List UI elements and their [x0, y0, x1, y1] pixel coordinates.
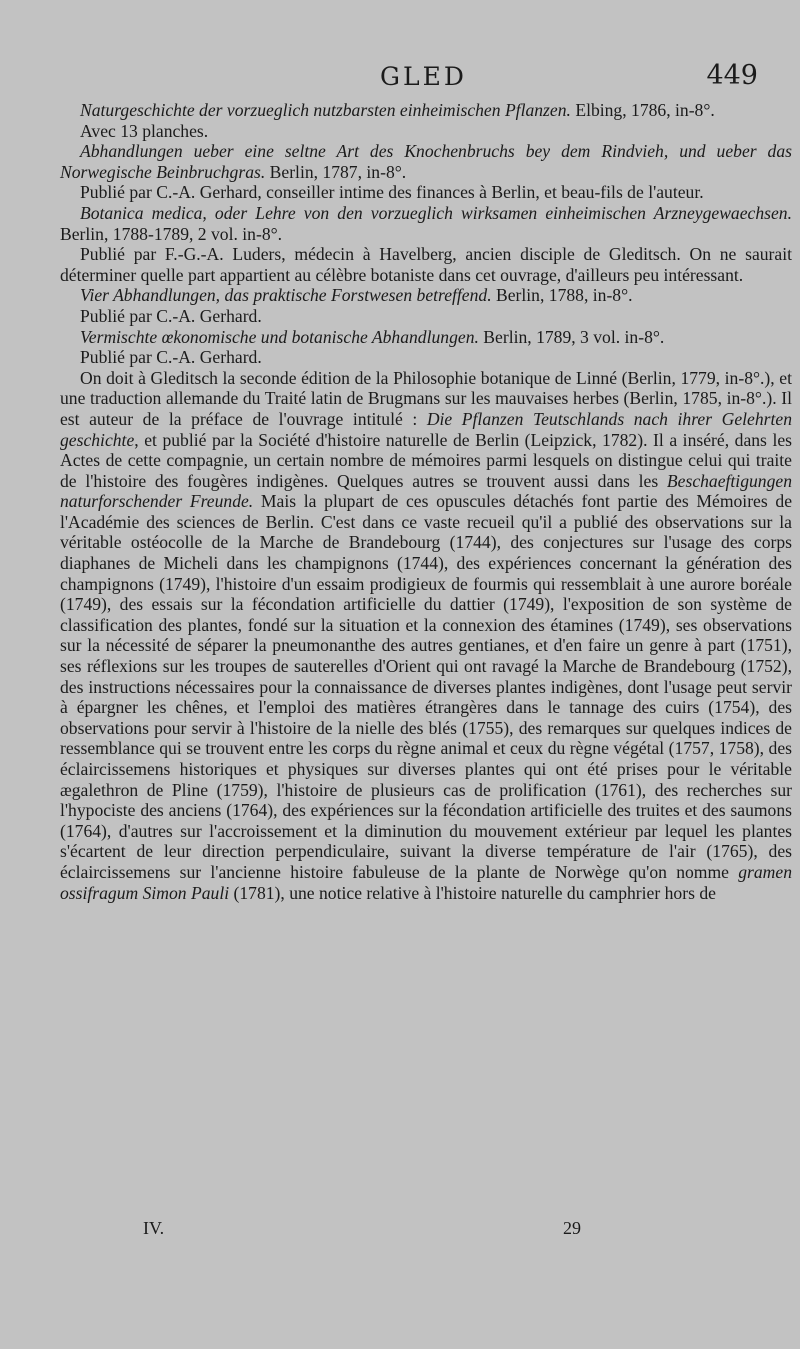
- italic-text-segment: gramen ossifragum Simon Pauli: [60, 861, 792, 903]
- text-segment: Publié par F.-G.-A. Luders, médecin à Havelberg, ancien disciple de Gleditsch. On ne saurait déterminer quelle part appartient au célèbre botaniste dans cet ouvrage, d'ailleurs peu intéressant.: [60, 244, 792, 285]
- italic-text-segment: Vermischte œkonomische und botanische Abhandlungen.: [80, 326, 479, 347]
- text-segment: Berlin, 1788, in-8°.: [491, 285, 633, 306]
- text-segment: Publié par C.-A. Gerhard.: [80, 347, 262, 368]
- italic-text-segment: Naturgeschichte der vorzueglich nutzbarsten einheimischen Pflanzen.: [80, 100, 571, 120]
- italic-text-segment: Botanica medica, oder Lehre von den vorzueglich wirksamen einheimischen Arzneygewaechsen.: [80, 202, 792, 223]
- running-title: GLED: [380, 62, 467, 91]
- paragraph: [60, 121, 792, 142]
- text-segment: Publié par C.-A. Gerhard.: [80, 305, 262, 326]
- italic-text-segment: Die Pflanzen Teutschlands nach ihrer Gelehrten geschichte: [60, 408, 792, 450]
- paragraph: [60, 244, 792, 285]
- paragraph: [60, 203, 792, 244]
- body-text: [60, 100, 792, 903]
- text-segment: On doit à Gleditsch la seconde édition de la Philosophie botanique de Linné (Berlin, 1779, in-8°.), et une traduction allemande du Traité latin de Brugmans sur les mauvaises herbes (Berlin, 1785, in-8°.). Il est auteur de la préface de l'ouvrage intitulé :: [60, 367, 792, 429]
- text-segment: Publié par C.-A. Gerhard, conseiller intime des finances à Berlin, et beau-fils de l'auteur.: [80, 182, 704, 203]
- paragraph: [60, 347, 792, 368]
- paragraph: [60, 368, 792, 903]
- text-segment: Berlin, 1787, in-8°.: [265, 161, 407, 182]
- paragraph: [60, 141, 792, 182]
- text-segment: Elbing, 1786, in-8°.: [570, 100, 715, 120]
- text-segment: Avec 13 planches.: [80, 120, 209, 141]
- paragraph: [60, 306, 792, 327]
- text-segment: Mais la plupart de ces opuscules détachés font partie des Mémoires de l'Académie des sciences de Berlin. C'est dans ce vaste recueil qu'il a publié des observations sur la véritable ostéocolle de la Marche de Brandebourg (1744), des conjectures sur l'usage des corps diaphanes de Micheli dans les champignons (1744), des expériences concernant la génération des champignons (1749), l'histoire d'un essaim prodigieux de fourmis qui ressemblait à une aurore boréale (1749), des essais sur la fécondation artificielle du dattier (1749), l'exposition de son système de classification des plantes, fondé sur la situation et la connexion des étamines (1749), ses observations sur la nécessité de séparer la pneumonanthe des autres gentianes, et d'en faire un genre à part (1751), ses réflexions sur les troupes de sauterelles d'Orient qui ont ravagé la Marche de Brandebourg (1752), des instructions nécessaires pour la connaissance de diverses plantes indigènes, dont l'usage peut servir à épargner les chênes, et l'emploi des matières étrangères dans le tannage des cuirs (1754), des observations pour servir à l'histoire de la nielle des blés (1755), des remarques sur quelques indices de ressemblance qui se trouvent entre les corps du règne animal et ceux du règne végétal (1757, 1758), des éclaircissemens historiques et physiques sur diverses plantes qui ont été prises pour le véritable ægalethron de Pline (1759), l'histoire de plusieurs cas de prolification (1761), des recherches sur l'hypociste des anciens (1764), des expériences sur la fécondation artificielle des truites et des saumons (1764), d'autres sur l'accroissement et la diminution du mouvement extérieur par lequel les plantes s'écartent de leur direction perpendiculaire, suivant la diverse température de l'air (1765), des éclaircissemens sur l'ancienne histoire fabuleuse de la plante de Norwège qu'on nomme: [60, 491, 793, 882]
- italic-text-segment: Vier Abhandlungen, das praktische Forstwesen betreffend.: [80, 285, 492, 306]
- text-segment: Berlin, 1789, 3 vol. in-8°.: [478, 326, 665, 347]
- paragraph: [60, 100, 792, 121]
- text-segment: , et publié par la Société d'histoire naturelle de Berlin (Leipzick, 1782). Il a inséré, dans les Actes de cette compagnie, un certain nombre de mémoires parmi lesquels on distingue celui qui traite de l'histoire des fougères indigènes. Quelques autres se trouvent aussi dans les: [60, 429, 792, 491]
- page-number: 449: [706, 60, 758, 91]
- paragraph: [60, 285, 792, 306]
- paragraph: [60, 327, 792, 348]
- running-header: [60, 62, 770, 102]
- italic-text-segment: Abhandlungen ueber eine seltne Art des Knochenbruchs bey dem Rindvieh, und ueber das Norwegische Beinbruchgras.: [60, 141, 792, 182]
- paragraph: [60, 182, 792, 203]
- signature-mark: 29: [563, 1218, 581, 1238]
- italic-text-segment: Beschaeftigungen naturforschender Freunde.: [60, 470, 792, 512]
- text-segment: (1781), une notice relative à l'histoire naturelle du camphrier hors de: [229, 882, 716, 903]
- volume-number: IV.: [143, 1218, 165, 1238]
- page-footer: [60, 1218, 770, 1248]
- text-segment: Berlin, 1788-1789, 2 vol. in-8°.: [60, 223, 283, 244]
